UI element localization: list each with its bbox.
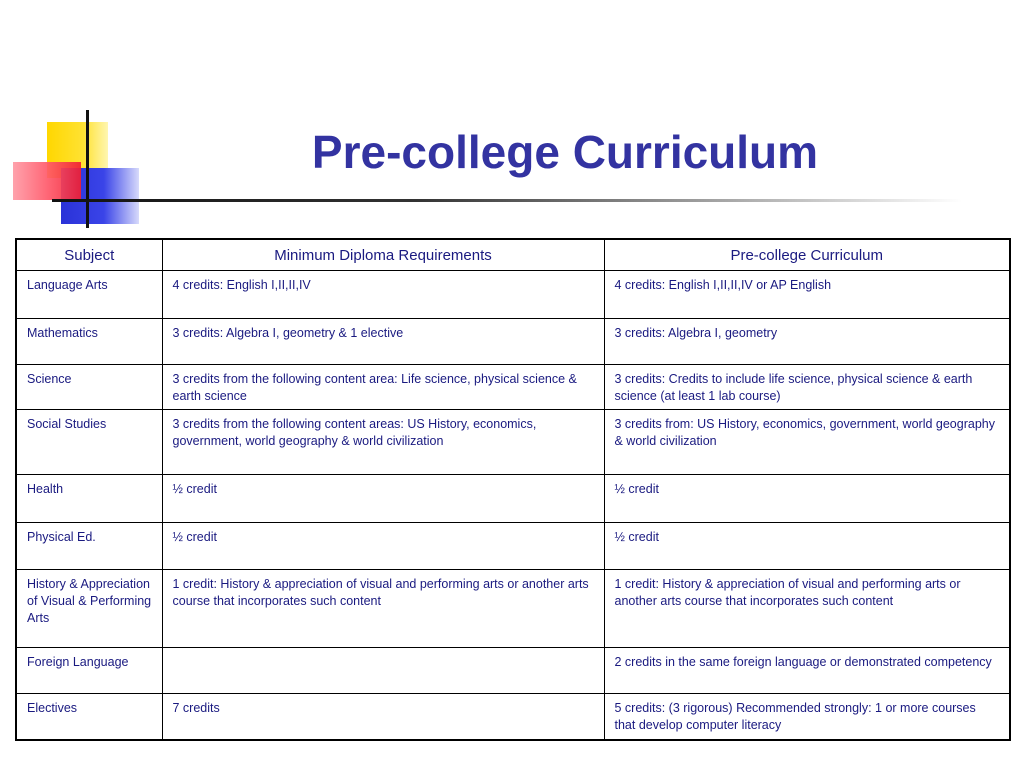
cell-minimum: 7 credits [162,694,604,740]
cell-pre-college: 2 credits in the same foreign language or demonstrated competency [604,648,1010,694]
cell-pre-college: 5 credits: (3 rigorous) Recommended strongly: 1 or more courses that develop computer literacy [604,694,1010,740]
cell-minimum: 3 credits from the following content area: Life science, physical science & earth science [162,365,604,410]
table-row [16,365,1010,410]
cell-pre-college: 4 credits: English I,II,II,IV or AP English [604,271,1010,319]
cell-pre-college: ½ credit [604,475,1010,523]
cell-minimum [162,648,604,694]
curriculum-table [15,238,1011,741]
table-row [16,475,1010,523]
cell-pre-college: 3 credits from: US History, economics, government, world geography & world civilization [604,410,1010,475]
cell-pre-college: ½ credit [604,523,1010,570]
column-header-minimum-diploma: Minimum Diploma Requirements [162,239,604,271]
cell-pre-college: 1 credit: History & appreciation of visual and performing arts or another arts course that incorporates such content [604,570,1010,648]
cell-subject: Electives [16,694,162,740]
cell-subject: Physical Ed. [16,523,162,570]
table-row [16,694,1010,740]
cell-subject: Science [16,365,162,410]
column-header-subject: Subject [16,239,162,271]
cell-pre-college: 3 credits: Credits to include life science, physical science & earth science (at least 1 lab course) [604,365,1010,410]
table-row [16,570,1010,648]
cell-minimum: 4 credits: English I,II,II,IV [162,271,604,319]
cell-subject: History & Appreciation of Visual & Performing Arts [16,570,162,648]
decor-red-square [13,162,81,200]
cell-pre-college: 3 credits: Algebra I, geometry [604,319,1010,365]
column-header-pre-college: Pre-college Curriculum [604,239,1010,271]
decor-vertical-line [86,110,89,228]
decor-horizontal-line [52,199,962,202]
cell-minimum: ½ credit [162,475,604,523]
cell-minimum: 3 credits from the following content areas: US History, economics, government, world geography & world civilization [162,410,604,475]
cell-subject: Language Arts [16,271,162,319]
table-row [16,319,1010,365]
table-row [16,410,1010,475]
table-header-row [16,239,1010,271]
cell-minimum: 1 credit: History & appreciation of visual and performing arts or another arts course that incorporates such content [162,570,604,648]
cell-subject: Social Studies [16,410,162,475]
cell-minimum: ½ credit [162,523,604,570]
cell-subject: Foreign Language [16,648,162,694]
slide-title: Pre-college Curriculum [311,126,819,178]
table-row [16,523,1010,570]
cell-subject: Mathematics [16,319,162,365]
cell-subject: Health [16,475,162,523]
table-row [16,271,1010,319]
cell-minimum: 3 credits: Algebra I, geometry & 1 elective [162,319,604,365]
table-row [16,648,1010,694]
